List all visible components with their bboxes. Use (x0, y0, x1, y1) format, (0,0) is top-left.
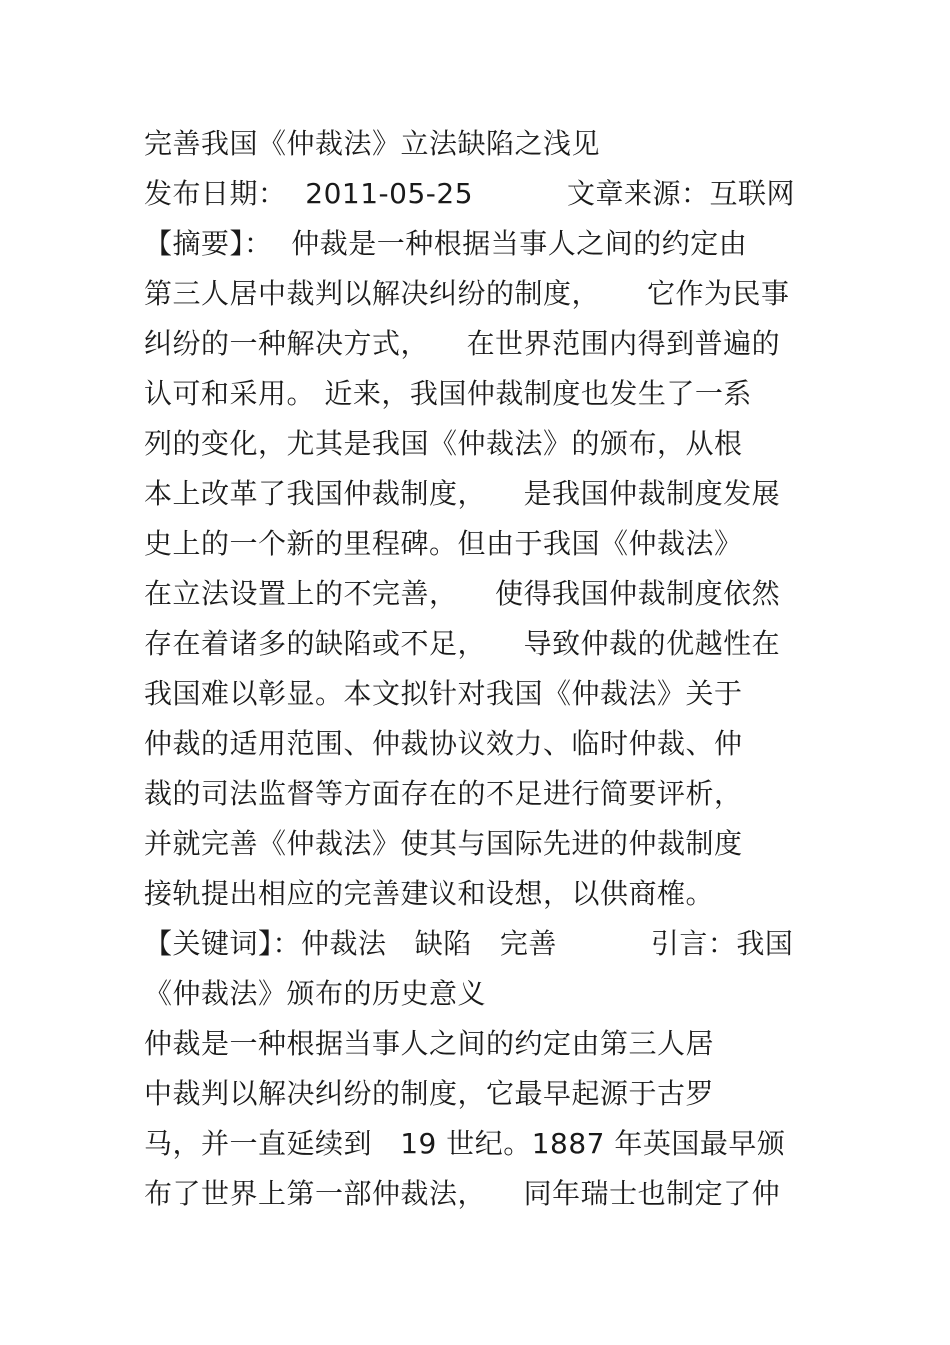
abstract-line: 本上改革了我国仲裁制度， 是我国仲裁制度发展 (144, 477, 781, 510)
document-title: 完善我国《仲裁法》立法缺陷之浅见 (144, 127, 601, 160)
abstract-line: 第三人居中裁判以解决纠纷的制度， 它作为民事 (144, 277, 790, 310)
abstract-line: 史上的一个新的里程碑。但由于我国《仲裁法》 (144, 527, 743, 560)
abstract-line: 认可和采用。 近来，我国仲裁制度也发生了一系 (144, 377, 752, 410)
publish-info-line: 发布日期： 2011-05-25 文章来源：互联网 (144, 177, 796, 210)
keywords-line: 【关键词】：仲裁法 缺陷 完善 引言：我国 (144, 927, 794, 960)
abstract-line: 仲裁的适用范围、仲裁协议效力、临时仲裁、仲 (144, 727, 743, 760)
abstract-line: 并就完善《仲裁法》使其与国际先进的仲裁制度 (144, 827, 743, 860)
abstract-line: 接轨提出相应的完善建议和设想，以供商榷。 (144, 877, 715, 910)
abstract-line: 裁的司法监督等方面存在的不足进行简要评析， (144, 777, 743, 810)
body-line: 仲裁是一种根据当事人之间的约定由第三人居 (144, 1027, 715, 1060)
abstract-line: 我国难以彰显。本文拟针对我国《仲裁法》关于 (144, 677, 743, 710)
abstract-line: 【摘要】： 仲裁是一种根据当事人之间的约定由 (144, 227, 748, 260)
abstract-line: 存在着诸多的缺陷或不足， 导致仲裁的优越性在 (144, 627, 781, 660)
body-line: 中裁判以解决纠纷的制度，它最早起源于古罗 (144, 1077, 715, 1110)
abstract-line: 在立法设置上的不完善， 使得我国仲裁制度依然 (144, 577, 781, 610)
body-line: 布了世界上第一部仲裁法， 同年瑞士也制定了仲 (144, 1177, 781, 1210)
abstract-line: 列的变化，尤其是我国《仲裁法》的颁布，从根 (144, 427, 743, 460)
abstract-line: 纠纷的一种解决方式， 在世界范围内得到普遍的 (144, 327, 781, 360)
section-heading-line: 《仲裁法》颁布的历史意义 (144, 977, 487, 1010)
body-line: 马，并一直延续到 19 世纪。1887 年英国最早颁 (144, 1127, 786, 1160)
